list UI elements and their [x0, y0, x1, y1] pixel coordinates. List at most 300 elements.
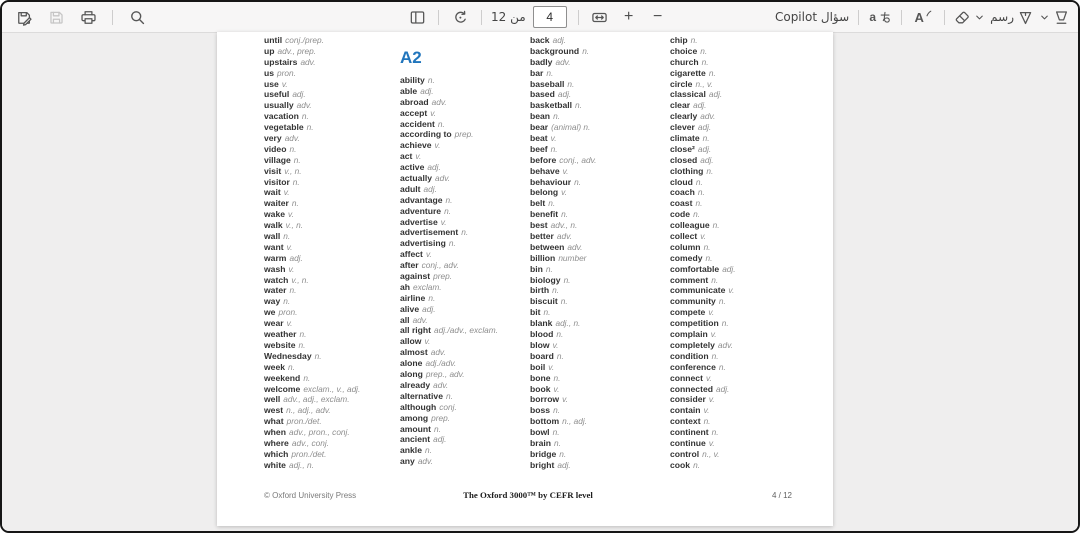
word: visitor: [264, 176, 290, 187]
part-of-speech: n.: [427, 75, 435, 85]
word: advertise: [400, 216, 438, 227]
word-entry: [264, 275, 360, 286]
part-of-speech: n., adj., adv.: [286, 405, 331, 416]
word: borrow: [530, 394, 560, 405]
word: watch: [264, 274, 289, 285]
word-entry: [264, 133, 360, 144]
word-entry: [530, 264, 596, 275]
chevron-down-icon: [974, 12, 985, 23]
part-of-speech: n., v.: [702, 448, 720, 459]
zoom-in-button[interactable]: [617, 5, 641, 29]
part-of-speech: n.: [283, 296, 291, 307]
part-of-speech: n.: [306, 122, 314, 133]
part-of-speech: adj./adv.: [425, 358, 457, 369]
word: waiter: [264, 198, 289, 209]
word-entry: [264, 384, 360, 395]
part-of-speech: v.: [552, 339, 559, 350]
word: want: [264, 241, 284, 252]
word: we: [264, 307, 276, 318]
word-entry: [670, 231, 736, 242]
word-entry: [400, 129, 498, 140]
word-entry: [670, 46, 736, 57]
word-entry: [670, 111, 736, 122]
part-of-speech: n.: [303, 372, 311, 383]
word-entry: [264, 68, 360, 79]
part-of-speech: pron.: [277, 67, 296, 78]
word: along: [400, 369, 423, 380]
part-of-speech: adv.: [431, 96, 447, 107]
part-of-speech: v.: [708, 437, 715, 448]
part-of-speech: n.: [718, 296, 726, 307]
word-entry: [670, 307, 736, 318]
word: able: [400, 85, 418, 96]
word: what: [264, 416, 284, 427]
part-of-speech: n.: [567, 78, 575, 89]
word: compete: [670, 307, 706, 318]
save-icon: [48, 9, 65, 26]
part-of-speech: n.: [543, 307, 551, 318]
translate-label: a: [869, 10, 876, 24]
word-entry: [530, 231, 596, 242]
part-of-speech: adj.: [427, 162, 441, 173]
word-entry: [264, 100, 360, 111]
part-of-speech: n.: [545, 263, 553, 274]
part-of-speech: v.: [548, 361, 555, 372]
part-of-speech: adv.: [430, 347, 446, 358]
word-entry: [400, 304, 498, 315]
word-entry: [264, 187, 360, 198]
search-button[interactable]: [125, 5, 149, 29]
page-view-button[interactable]: [405, 5, 429, 29]
draw-pen-icon: [1017, 9, 1034, 26]
toolbar-separator: [112, 10, 113, 25]
word-entry: [400, 347, 498, 358]
word: actually: [400, 173, 433, 184]
word: almost: [400, 347, 428, 358]
part-of-speech: n.: [293, 154, 301, 165]
eraser-icon: [954, 9, 971, 26]
word: comment: [670, 274, 709, 285]
part-of-speech: n.: [708, 67, 716, 78]
part-of-speech: v., n.: [285, 220, 304, 231]
part-of-speech: v.: [286, 241, 293, 252]
word: classical: [670, 89, 706, 100]
part-of-speech: adv.: [433, 379, 449, 390]
part-of-speech: adj.: [557, 89, 572, 100]
part-of-speech: adj.: [292, 89, 306, 100]
word: adventure: [400, 205, 442, 216]
word: welcome: [264, 383, 301, 394]
word-entry: [530, 318, 596, 329]
word: before: [530, 154, 557, 165]
word: complain: [670, 329, 708, 340]
part-of-speech: n.: [703, 241, 711, 252]
word: comfortable: [670, 263, 720, 274]
word: bean: [530, 111, 551, 122]
part-of-speech: n.: [706, 165, 714, 176]
word-entry: [670, 89, 736, 100]
part-of-speech: n.: [283, 231, 291, 242]
word: colleague: [670, 220, 710, 231]
word-entry: [400, 434, 498, 445]
document-viewport[interactable]: [2, 33, 1078, 531]
part-of-speech: n.: [575, 100, 582, 111]
page-view-icon: [409, 9, 426, 26]
word-column-1: [264, 35, 360, 471]
part-of-speech: exclam., v., adj.: [303, 383, 361, 394]
fit-width-button[interactable]: [588, 5, 612, 29]
word: best: [530, 220, 548, 231]
word-column-4: [670, 35, 736, 471]
word-entry: [264, 122, 360, 133]
word: week: [264, 361, 286, 372]
part-of-speech: prep.: [454, 129, 474, 140]
word: usually: [264, 100, 294, 111]
word: wash: [264, 263, 286, 274]
word: all right: [400, 325, 432, 336]
part-of-speech: n.: [299, 329, 307, 340]
part-of-speech: n.: [291, 198, 299, 209]
part-of-speech: n.: [721, 318, 729, 329]
part-of-speech: pron./det.: [291, 448, 327, 459]
word: beat: [530, 133, 548, 144]
word: code: [670, 209, 691, 220]
part-of-speech: number: [558, 252, 587, 263]
word: cook: [670, 459, 691, 470]
word: behave: [530, 165, 560, 176]
part-of-speech: n.: [546, 67, 554, 78]
ask-copilot-label: سؤال Copilot: [774, 10, 850, 24]
part-of-speech: n.: [428, 292, 436, 303]
part-of-speech: n.: [446, 390, 453, 401]
word: advertisement: [400, 227, 459, 238]
word-entry: [670, 318, 736, 329]
word: badly: [530, 56, 553, 67]
search-icon: [129, 9, 146, 26]
part-of-speech: v.: [710, 329, 717, 340]
part-of-speech: n.: [705, 252, 713, 263]
word: boss: [530, 405, 551, 416]
part-of-speech: n.: [711, 427, 719, 438]
word-entry: [400, 282, 498, 293]
part-of-speech: n.: [700, 45, 708, 56]
draw-button[interactable]: [990, 5, 1034, 29]
word: behaviour: [530, 176, 572, 187]
word: communicate: [670, 285, 726, 296]
word-entry: [264, 198, 360, 209]
word: water: [264, 285, 287, 296]
part-of-speech: n.: [553, 111, 560, 122]
word: board: [530, 350, 554, 361]
part-of-speech: v.: [415, 151, 422, 162]
read-aloud-button[interactable]: [911, 5, 935, 29]
part-of-speech: n., adj.: [562, 416, 588, 427]
word: adult: [400, 183, 421, 194]
part-of-speech: v.: [288, 209, 294, 220]
word-entry: [400, 380, 498, 391]
word-entry: [264, 111, 360, 122]
word-entry: [264, 427, 360, 438]
word-list: [400, 75, 498, 467]
word-entry: [530, 100, 596, 111]
word-entry: [530, 449, 596, 460]
word-entry: [400, 119, 498, 130]
word: cloud: [670, 176, 693, 187]
word: vegetable: [264, 122, 304, 133]
toolbar-separator: [438, 10, 439, 25]
word-entry: [530, 438, 596, 449]
part-of-speech: n.: [582, 45, 590, 56]
translate-icon: [879, 11, 891, 24]
word-entry: [670, 362, 736, 373]
word-entry: [264, 340, 360, 351]
part-of-speech: v.: [708, 394, 715, 405]
part-of-speech: n.: [292, 176, 300, 187]
word-entry: [264, 296, 360, 307]
part-of-speech: adj.: [557, 459, 571, 470]
word: west: [264, 405, 284, 416]
draw-label: رسم: [990, 10, 1014, 24]
part-of-speech: v.: [728, 285, 735, 296]
part-of-speech: n.: [550, 143, 558, 154]
word: coach: [670, 187, 695, 198]
part-of-speech: pron./det.: [286, 416, 322, 427]
word: weather: [264, 329, 297, 340]
part-of-speech: v.: [553, 383, 560, 394]
word: affect: [400, 249, 423, 260]
word: basketball: [530, 100, 573, 111]
word-entry: [670, 460, 736, 471]
toolbar-separator: [901, 10, 902, 25]
word: ah: [400, 281, 411, 292]
word-entry: [264, 220, 360, 231]
part-of-speech: adv., adj., exclam.: [283, 394, 350, 405]
word-entry: [530, 275, 596, 286]
part-of-speech: conj., adv.: [559, 154, 597, 165]
part-of-speech: (animal) n.: [551, 122, 591, 133]
word: alternative: [400, 390, 443, 401]
word: bear: [530, 122, 549, 133]
highlighter-button[interactable]: [1039, 5, 1070, 29]
part-of-speech: v.: [562, 394, 568, 405]
word-entry: [400, 86, 498, 97]
eraser-button[interactable]: [954, 5, 985, 29]
part-of-speech: n.: [560, 296, 568, 307]
word-entry: [530, 351, 596, 362]
part-of-speech: adj.: [422, 303, 436, 314]
part-of-speech: n.: [695, 198, 703, 209]
word: us: [264, 67, 275, 78]
word-entry: [670, 275, 736, 286]
save-as-button[interactable]: [12, 5, 36, 29]
word-entry: [530, 384, 596, 395]
word-entry: [670, 427, 736, 438]
word-entry: [400, 391, 498, 402]
word-entry: [264, 318, 360, 329]
word-entry: [400, 358, 498, 369]
rotate-button[interactable]: [448, 5, 472, 29]
part-of-speech: n.: [314, 350, 322, 361]
word: warm: [264, 252, 287, 263]
part-of-speech: n., v.: [695, 78, 713, 89]
word: bone: [530, 372, 551, 383]
word: active: [400, 162, 425, 173]
save-button[interactable]: [44, 5, 68, 29]
part-of-speech: v.: [430, 107, 437, 118]
word: any: [400, 456, 415, 467]
word: although: [400, 401, 437, 412]
word: bowl: [530, 427, 550, 438]
part-of-speech: n.: [561, 209, 569, 220]
zoom-in-icon: +: [624, 8, 634, 25]
word: website: [264, 339, 296, 350]
zoom-out-button[interactable]: [646, 5, 670, 29]
word-entry: [670, 373, 736, 384]
part-of-speech: adv.: [556, 231, 572, 242]
part-of-speech: n.: [697, 187, 705, 198]
part-of-speech: adj., n.: [555, 318, 581, 329]
part-of-speech: prep.: [431, 412, 451, 423]
part-of-speech: v.: [440, 216, 447, 227]
part-of-speech: v.: [281, 78, 288, 89]
word-entry: [530, 416, 596, 427]
word-entry: [400, 195, 498, 206]
word-entry: [670, 394, 736, 405]
word-entry: [530, 242, 596, 253]
word-entry: [400, 402, 498, 413]
word: already: [400, 379, 431, 390]
word: all: [400, 314, 410, 325]
word: until: [264, 35, 283, 45]
word-entry: [400, 173, 498, 184]
word: contain: [670, 405, 701, 416]
save-as-icon: [16, 9, 33, 26]
word: airline: [400, 292, 426, 303]
word-entry: [264, 449, 360, 460]
part-of-speech: n.: [718, 361, 726, 372]
part-of-speech: v.: [425, 249, 432, 260]
part-of-speech: n.: [552, 427, 560, 438]
toolbar-separator: [944, 10, 945, 25]
word-entry: [264, 253, 360, 264]
part-of-speech: v.: [424, 336, 431, 347]
word: book: [530, 383, 551, 394]
part-of-speech: v.: [562, 165, 569, 176]
page-footer: [264, 491, 792, 503]
part-of-speech: adj./adv., exclam.: [434, 325, 498, 336]
part-of-speech: n.: [437, 118, 445, 129]
part-of-speech: adj.: [722, 263, 736, 274]
word: ankle: [400, 445, 422, 456]
word-entry: [400, 249, 498, 260]
word: coast: [670, 198, 693, 209]
word-entry: [530, 155, 596, 166]
part-of-speech: n.: [693, 459, 700, 470]
part-of-speech: adv., pron., conj.: [288, 427, 350, 438]
word: useful: [264, 89, 290, 100]
word-entry: [530, 285, 596, 296]
part-of-speech: adv.: [435, 173, 451, 184]
word-entry: [400, 217, 498, 228]
part-of-speech: conj.: [439, 401, 457, 412]
part-of-speech: adv.: [296, 100, 312, 111]
word-entry: [670, 198, 736, 209]
word-list: [670, 35, 736, 471]
word-entry: [264, 166, 360, 177]
word-entry: [670, 438, 736, 449]
print-button[interactable]: [76, 5, 100, 29]
word: bottom: [530, 416, 560, 427]
word: wake: [264, 209, 286, 220]
part-of-speech: n.: [556, 350, 564, 361]
word: advantage: [400, 194, 443, 205]
word: Wednesday: [264, 350, 312, 361]
word-entry: [400, 445, 498, 456]
word: after: [400, 260, 419, 271]
word: clearly: [670, 111, 698, 122]
part-of-speech: v.: [705, 372, 712, 383]
word-entry: [264, 57, 360, 68]
word-entry: [530, 340, 596, 351]
word-entry: [264, 329, 360, 340]
section-heading: A2: [400, 48, 422, 67]
word-entry: [400, 413, 498, 424]
word-entry: [530, 89, 596, 100]
translate-button[interactable]: [868, 5, 892, 29]
word: advertising: [400, 238, 446, 249]
word: clever: [670, 122, 695, 133]
word-entry: [400, 293, 498, 304]
word-list: [264, 35, 360, 471]
part-of-speech: v.: [288, 263, 295, 274]
part-of-speech: adv.: [567, 241, 583, 252]
word-entry: [530, 133, 596, 144]
word: church: [670, 56, 699, 67]
word-entry: [530, 68, 596, 79]
part-of-speech: n.: [702, 133, 710, 144]
part-of-speech: v.: [286, 318, 293, 329]
word: where: [264, 437, 289, 448]
part-of-speech: n.: [553, 372, 561, 383]
part-of-speech: prep.: [433, 271, 453, 282]
part-of-speech: adj.: [693, 100, 707, 111]
word: bin: [530, 263, 543, 274]
word-entry: [400, 369, 498, 380]
word-entry: [670, 133, 736, 144]
word: weekend: [264, 372, 301, 383]
page-number-input[interactable]: [533, 6, 567, 28]
word-list: [530, 35, 596, 471]
word: upstairs: [264, 56, 298, 67]
page-count-label: من 12: [491, 10, 526, 24]
part-of-speech: pron.: [278, 307, 298, 318]
word: clothing: [670, 165, 704, 176]
word-entry: [264, 209, 360, 220]
word: among: [400, 412, 429, 423]
word: vacation: [264, 111, 299, 122]
part-of-speech: adj.: [697, 143, 712, 154]
toolbar-left-group: [12, 2, 149, 32]
part-of-speech: n.: [701, 56, 709, 67]
word: community: [670, 296, 716, 307]
word: cigarette: [670, 67, 706, 78]
part-of-speech: n.: [711, 350, 719, 361]
ask-copilot-button[interactable]: [775, 5, 849, 29]
word-entry: [400, 140, 498, 151]
word: biscuit: [530, 296, 558, 307]
word-entry: [400, 271, 498, 282]
word: bright: [530, 459, 555, 470]
